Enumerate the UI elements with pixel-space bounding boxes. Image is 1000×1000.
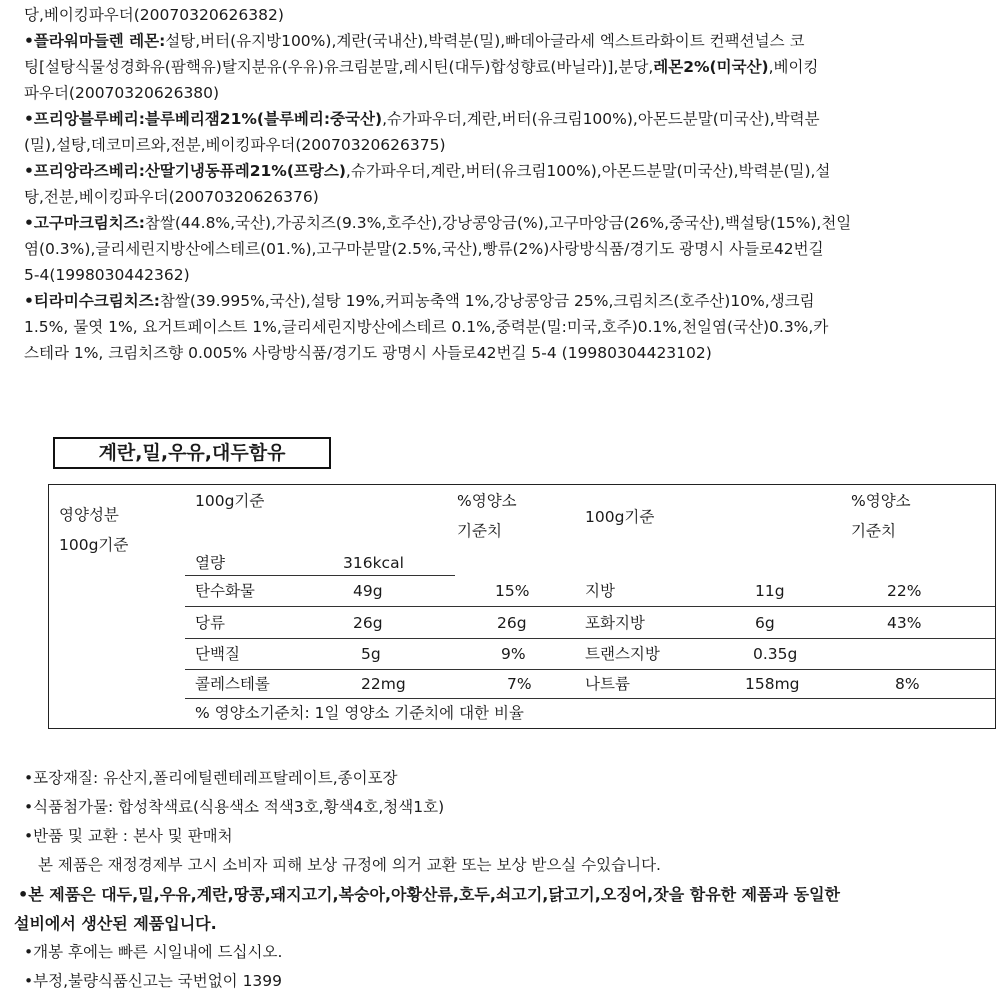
nutrient-dv: 9% (501, 645, 526, 663)
ingredient-text: (밀),설탕,데코미르와,전분,베이킹파우더(20070320626375) (24, 136, 446, 154)
nutrition-side-label-line2: 100g기준 (59, 536, 129, 554)
notice-line: •식품첨가물: 합성착색료(식용색소 적색3호,황색4호,청색1호) (24, 798, 445, 816)
ingredient-item (24, 158, 974, 210)
notice-line: •본 제품은 대두,밀,우유,계란,땅콩,돼지고기,복숭아,아황산류,호두,쇠고기,닭고기,오징어,잣을 함유한 제품과 동일한 (18, 885, 840, 904)
ingredient-bold-text: •고구마크림치즈: (24, 214, 145, 232)
nutrient-amount: 22mg (361, 675, 406, 693)
ingredient-text: 설탕,버터(유지방100%),계란(국내산),박력분(밀),빠데아글라세 엑스트라화이트 컨팩션널스 코 (165, 32, 805, 50)
nutrient-amount: 5g (361, 645, 381, 663)
nutrient-name: 콜레스테롤 (195, 675, 270, 693)
header-dv-right-line1: %영양소 (851, 492, 911, 510)
nutrient-amount: 11g (755, 582, 785, 600)
nutrient-amount: 158mg (745, 675, 800, 693)
ingredient-line (24, 184, 974, 210)
ingredient-bold-text: •프리앙라즈베리:산딸기냉동퓨레21%(프랑스) (24, 162, 346, 180)
notice-section (14, 764, 994, 996)
ingredient-line (24, 158, 974, 184)
ingredient-text: 스테라 1%, 크림치즈향 0.005% 사랑방식품/경기도 광명시 사들로42번길 5-4 (19980304423102) (24, 344, 712, 362)
header-dv-left-line2: 기준치 (457, 522, 502, 540)
ingredient-line (24, 210, 974, 236)
calories-label: 열량 (195, 554, 225, 572)
nutrient-amount: 49g (353, 582, 383, 600)
nutrient-dv: 22% (887, 582, 922, 600)
notice-line: •반품 및 교환 : 본사 및 판매처 (24, 827, 233, 845)
ingredient-text: ,베이킹 (768, 58, 819, 76)
ingredient-line (24, 314, 974, 340)
ingredient-text: 참쌀(39.995%,국산),설탕 19%,커피농축액 1%,강낭콩앙금 25%,크림치즈(호주산)10%,생크림 (159, 292, 815, 310)
ingredient-text: 파우더(20070320626380) (24, 84, 220, 102)
nutrition-side-label-line1: 영양성분 (59, 506, 119, 524)
ingredient-line (24, 236, 974, 262)
nutrient-dv: 26g (497, 614, 527, 632)
ingredient-line (24, 132, 974, 158)
nutrition-footnote: % 영양소기준치: 1일 영양소 기준치에 대한 비율 (195, 704, 524, 722)
rule-row1 (185, 606, 995, 607)
notice-line: 설비에서 생산된 제품입니다. (14, 914, 217, 933)
ingredient-line (24, 288, 974, 314)
ingredient-item (24, 28, 974, 106)
ingredient-line (24, 340, 974, 366)
nutrient-amount: 6g (755, 614, 775, 632)
ingredient-line (24, 80, 974, 106)
rule-row4 (185, 698, 995, 699)
ingredients-section (24, 2, 974, 366)
ingredient-text: ,슈가파우더,계란,버터(유크림100%),아몬드분말(미국산),박력분(밀),설 (345, 162, 831, 180)
ingredient-item (24, 210, 974, 288)
nutrient-dv: 8% (895, 675, 920, 693)
nutrient-name: 나트륨 (585, 675, 630, 693)
ingredient-text: 1.5%, 물엿 1%, 요거트페이스트 1%,글리세린지방산에스테르 0.1%,중력분(밀:미국,호주)0.1%,천일염(국산)0.3%,카 (24, 318, 829, 336)
ingredient-item (24, 288, 974, 366)
ingredient-bold-text: •티라미수크림치즈: (24, 292, 160, 310)
nutrition-table (48, 484, 996, 729)
ingredient-text: 참쌀(44.8%,국산),가공치즈(9.3%,호주산),강낭콩앙금(%),고구마앙금(26%,중국산),백설탕(15%),천일 (144, 214, 852, 232)
rule-calories (185, 575, 455, 576)
ingredient-text: 염(0.3%),글리세린지방산에스테르(01.%),고구마분말(2.5%,국산),빵류(2%)사랑방식품/경기도 광명시 사들로42번길 (24, 240, 824, 258)
rule-row3 (185, 669, 995, 670)
nutrient-dv: 7% (507, 675, 532, 693)
notice-line: •포장재질: 유산지,폴리에틸렌테레프탈레이트,종이포장 (24, 769, 398, 787)
ingredient-line (24, 262, 974, 288)
ingredient-item (24, 2, 974, 28)
nutrient-name: 지방 (585, 582, 615, 600)
ingredient-line (24, 2, 974, 28)
ingredient-item (24, 106, 974, 158)
rule-row2 (185, 638, 995, 639)
nutrient-name: 포화지방 (585, 614, 645, 632)
nutrient-name: 트랜스지방 (585, 645, 660, 663)
ingredient-line (24, 54, 974, 80)
ingredient-text: 당,베이킹파우더(20070320626382) (24, 6, 284, 24)
notice-line: •부정,불량식품신고는 국번없이 1399 (24, 972, 283, 990)
nutrient-name: 당류 (195, 614, 225, 632)
ingredient-text: ,슈가파우더,계란,버터(유크림100%),아몬드분말(미국산),박력분 (382, 110, 820, 128)
ingredient-text: 5-4(1998030442362) (24, 266, 190, 284)
nutrient-amount: 26g (353, 614, 383, 632)
ingredient-bold-text: 레몬2%(미국산) (653, 58, 769, 76)
ingredient-bold-text: •플라워마들렌 레몬: (24, 32, 166, 50)
notice-line: 본 제품은 재정경제부 고시 소비자 피해 보상 규정에 의거 교환 또는 보상 받으실 수있습니다. (38, 856, 661, 874)
nutrient-dv: 43% (887, 614, 922, 632)
allergen-box: 계란,밀,우유,대두함유 (53, 437, 331, 469)
header-basis-right: 100g기준 (585, 508, 655, 526)
calories-value: 316kcal (343, 554, 404, 572)
ingredient-text: 팅[설탕식물성경화유(팜핵유)탈지분유(우유)유크림분말,레시틴(대두)합성향료(바닐라)],분당, (24, 58, 654, 76)
ingredient-text: 탕,전분,베이킹파우더(20070320626376) (24, 188, 319, 206)
header-dv-left-line1: %영양소 (457, 492, 517, 510)
ingredient-bold-text: •프리앙블루베리:블루베리잼21%(블루베리:중국산) (24, 110, 383, 128)
ingredient-line (24, 28, 974, 54)
header-basis-left: 100g기준 (195, 492, 265, 510)
header-dv-right-line2: 기준치 (851, 522, 896, 540)
nutrient-name: 탄수화물 (195, 582, 255, 600)
nutrient-amount: 0.35g (753, 645, 798, 663)
notice-line: •개봉 후에는 빠른 시일내에 드십시오. (24, 943, 283, 961)
ingredient-line (24, 106, 974, 132)
nutrient-name: 단백질 (195, 645, 240, 663)
nutrient-dv: 15% (495, 582, 530, 600)
